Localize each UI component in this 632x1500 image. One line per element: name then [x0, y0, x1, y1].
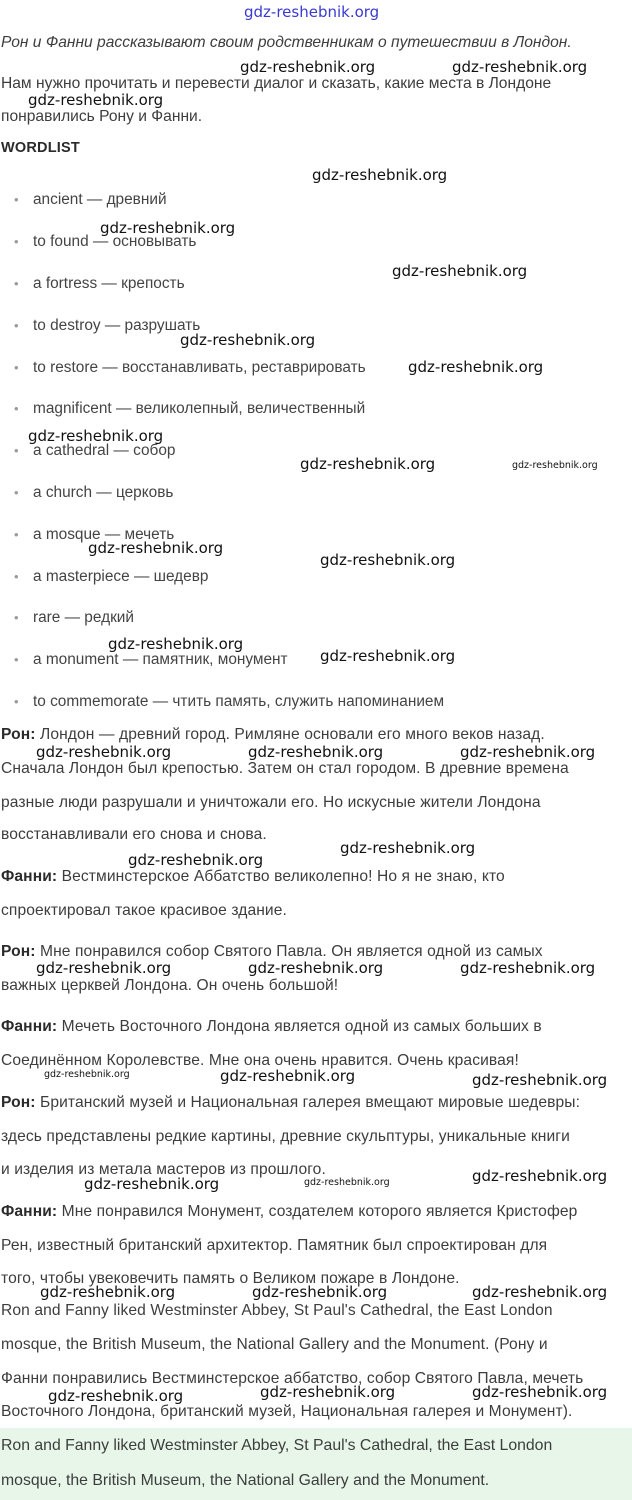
watermark: gdz-reshebnik.org [472, 1383, 608, 1401]
bullet-icon: • [14, 318, 19, 333]
watermark: gdz-reshebnik.org [460, 743, 596, 761]
dialogue-line: и изделия из метала мастеров из прошлого. [1, 1161, 326, 1178]
bullet-icon: • [14, 652, 19, 667]
watermark: gdz-reshebnik.org [88, 539, 224, 557]
wordlist-item: • a monument — памятник, монумент [14, 651, 288, 668]
watermark: gdz-reshebnik.org [36, 959, 172, 977]
watermark: gdz-reshebnik.org [100, 219, 236, 237]
conclusion-line: Ron and Fanny liked Westminster Abbey, St Paul's Cathedral, the East London [1, 1302, 553, 1319]
wordlist-title: WORDLIST [1, 140, 80, 156]
wordlist-item: • a mosque — мечеть [14, 526, 175, 543]
wordlist-item: • a church — церковь [14, 484, 174, 501]
speaker-fanny: Фанни: [1, 1018, 58, 1035]
watermark: gdz-reshebnik.org [252, 1283, 388, 1301]
dialogue-line: Рон: Лондон — древний город. Римляне основали его много веков назад. [1, 726, 545, 743]
watermark: gdz-reshebnik.org [452, 58, 588, 76]
bullet-icon: • [14, 234, 19, 249]
watermark: gdz-reshebnik.org [260, 1383, 396, 1401]
conclusion-line: Восточного Лондона, британский музей, Национальная галерея и Монумент). [1, 1403, 573, 1420]
dialogue-line: Фанни: Мне понравился Монумент, создателем которого является Кристофер [1, 1203, 578, 1220]
bullet-icon: • [14, 485, 19, 500]
dialogue-line: восстанавливали его снова и снова. [1, 826, 267, 843]
wordlist-item: • to found — основывать [14, 233, 197, 250]
watermark: gdz-reshebnik.org [220, 1067, 356, 1085]
watermark: gdz-reshebnik.org [472, 1071, 608, 1089]
dialogue-line: Фанни: Мечеть Восточного Лондона является одной из самых больших в [1, 1018, 542, 1035]
wordlist-item: • to destroy — разрушать [14, 317, 201, 334]
watermark: gdz-reshebnik.org [304, 1177, 390, 1188]
watermark: gdz-reshebnik.org [312, 166, 448, 184]
dialogue-line: Рон: Мне понравился собор Святого Павла. Он является одной из самых [1, 943, 543, 960]
conclusion-line: mosque, the British Museum, the National Gallery and the Monument. (Рону и [1, 1336, 548, 1353]
speaker-ron: Рон: [1, 1094, 36, 1111]
watermark: gdz-reshebnik.org [128, 851, 264, 869]
watermark: gdz-reshebnik.org [28, 427, 164, 445]
speaker-ron: Рон: [1, 726, 36, 743]
dialogue-line: Рен, известный британский архитектор. Памятник был спроектирован для [1, 1237, 548, 1254]
watermark: gdz-reshebnik.org [300, 455, 436, 473]
dialogue-line: Рон: Британский музей и Национальная галерея вмещают мировые шедевры: [1, 1094, 580, 1111]
bullet-icon: • [14, 443, 19, 458]
watermark: gdz-reshebnik.org [36, 743, 172, 761]
watermark: gdz-reshebnik.org [472, 1167, 608, 1185]
dialogue-line: Соединённом Королевстве. Мне она очень нравится. Очень красивая! [1, 1052, 519, 1069]
bullet-icon: • [14, 527, 19, 542]
bullet-icon: • [14, 610, 19, 625]
watermark: gdz-reshebnik.org [248, 959, 384, 977]
watermark: gdz-reshebnik.org [108, 635, 244, 653]
wordlist-item: • a fortress — крепость [14, 275, 185, 292]
answer-line: Ron and Fanny liked Westminster Abbey, St Paul's Cathedral, the East London [1, 1437, 553, 1454]
dialogue-line: Фанни: Вестминстерское Аббатство великолепно! Но я не знаю, кто [1, 868, 505, 885]
watermark: gdz-reshebnik.org [512, 460, 598, 471]
watermark: gdz-reshebnik.org [472, 1283, 608, 1301]
watermark: gdz-reshebnik.org [320, 647, 456, 665]
wordlist-item: • a masterpiece — шедевр [14, 568, 209, 585]
watermark: gdz-reshebnik.org [40, 1283, 176, 1301]
wordlist-item: • a cathedral — собор [14, 442, 176, 459]
bullet-icon: • [14, 360, 19, 375]
speaker-ron: Рон: [1, 943, 36, 960]
dialogue-line: разные люди разрушали и уничтожали его. Но искусные жители Лондона [1, 794, 541, 811]
wordlist-item: • magnificent — великолепный, величественный [14, 400, 366, 417]
answer-line: mosque, the British Museum, the National Gallery and the Monument. [1, 1472, 490, 1489]
bullet-icon: • [14, 569, 19, 584]
bullet-icon: • [14, 192, 19, 207]
bullet-icon: • [14, 401, 19, 416]
watermark: gdz-reshebnik.org [180, 331, 316, 349]
watermark: gdz-reshebnik.org [460, 959, 596, 977]
intro-line-3: понравились Рону и Фанни. [1, 108, 203, 125]
wordlist-item: • to restore — восстанавливать, реставрировать [14, 359, 366, 376]
watermark: gdz-reshebnik.org [320, 551, 456, 569]
watermark: gdz-reshebnik.org [244, 3, 380, 21]
watermark: gdz-reshebnik.org [48, 1387, 184, 1405]
watermark: gdz-reshebnik.org [240, 58, 376, 76]
speaker-fanny: Фанни: [1, 868, 58, 885]
watermark: gdz-reshebnik.org [28, 91, 164, 109]
watermark: gdz-reshebnik.org [340, 839, 476, 857]
dialogue-line: здесь представлены редкие картины, древние скульптуры, уникальные книги [1, 1128, 570, 1145]
speaker-fanny: Фанни: [1, 1203, 58, 1220]
dialogue-line: Сначала Лондон был крепостью. Затем он стал городом. В древние времена [1, 760, 569, 777]
watermark: gdz-reshebnik.org [84, 1175, 220, 1193]
dialogue-line: спроектировал такое красивое здание. [1, 902, 287, 919]
bullet-icon: • [14, 276, 19, 291]
watermark: gdz-reshebnik.org [44, 1069, 130, 1080]
dialogue-line: важных церквей Лондона. Он очень большой! [1, 977, 339, 994]
wordlist-item: • rare — редкий [14, 609, 135, 626]
intro-line-2: Нам нужно прочитать и перевести диалог и сказать, какие места в Лондоне [1, 75, 552, 92]
watermark: gdz-reshebnik.org [392, 262, 528, 280]
intro-line-1: Рон и Фанни рассказывают своим родственникам о путешествии в Лондон. [1, 34, 572, 51]
watermark: gdz-reshebnik.org [248, 743, 384, 761]
conclusion-line: Фанни понравились Вестминстерское аббатство, собор Святого Павла, мечеть [1, 1370, 584, 1387]
dialogue-line: того, чтобы увековечить память о Великом пожаре в Лондоне. [1, 1270, 460, 1287]
wordlist-item: • ancient — древний [14, 191, 167, 208]
bullet-icon: • [14, 694, 19, 709]
wordlist-item: • to commemorate — чтить память, служить напоминанием [14, 693, 445, 710]
watermark: gdz-reshebnik.org [408, 358, 544, 376]
